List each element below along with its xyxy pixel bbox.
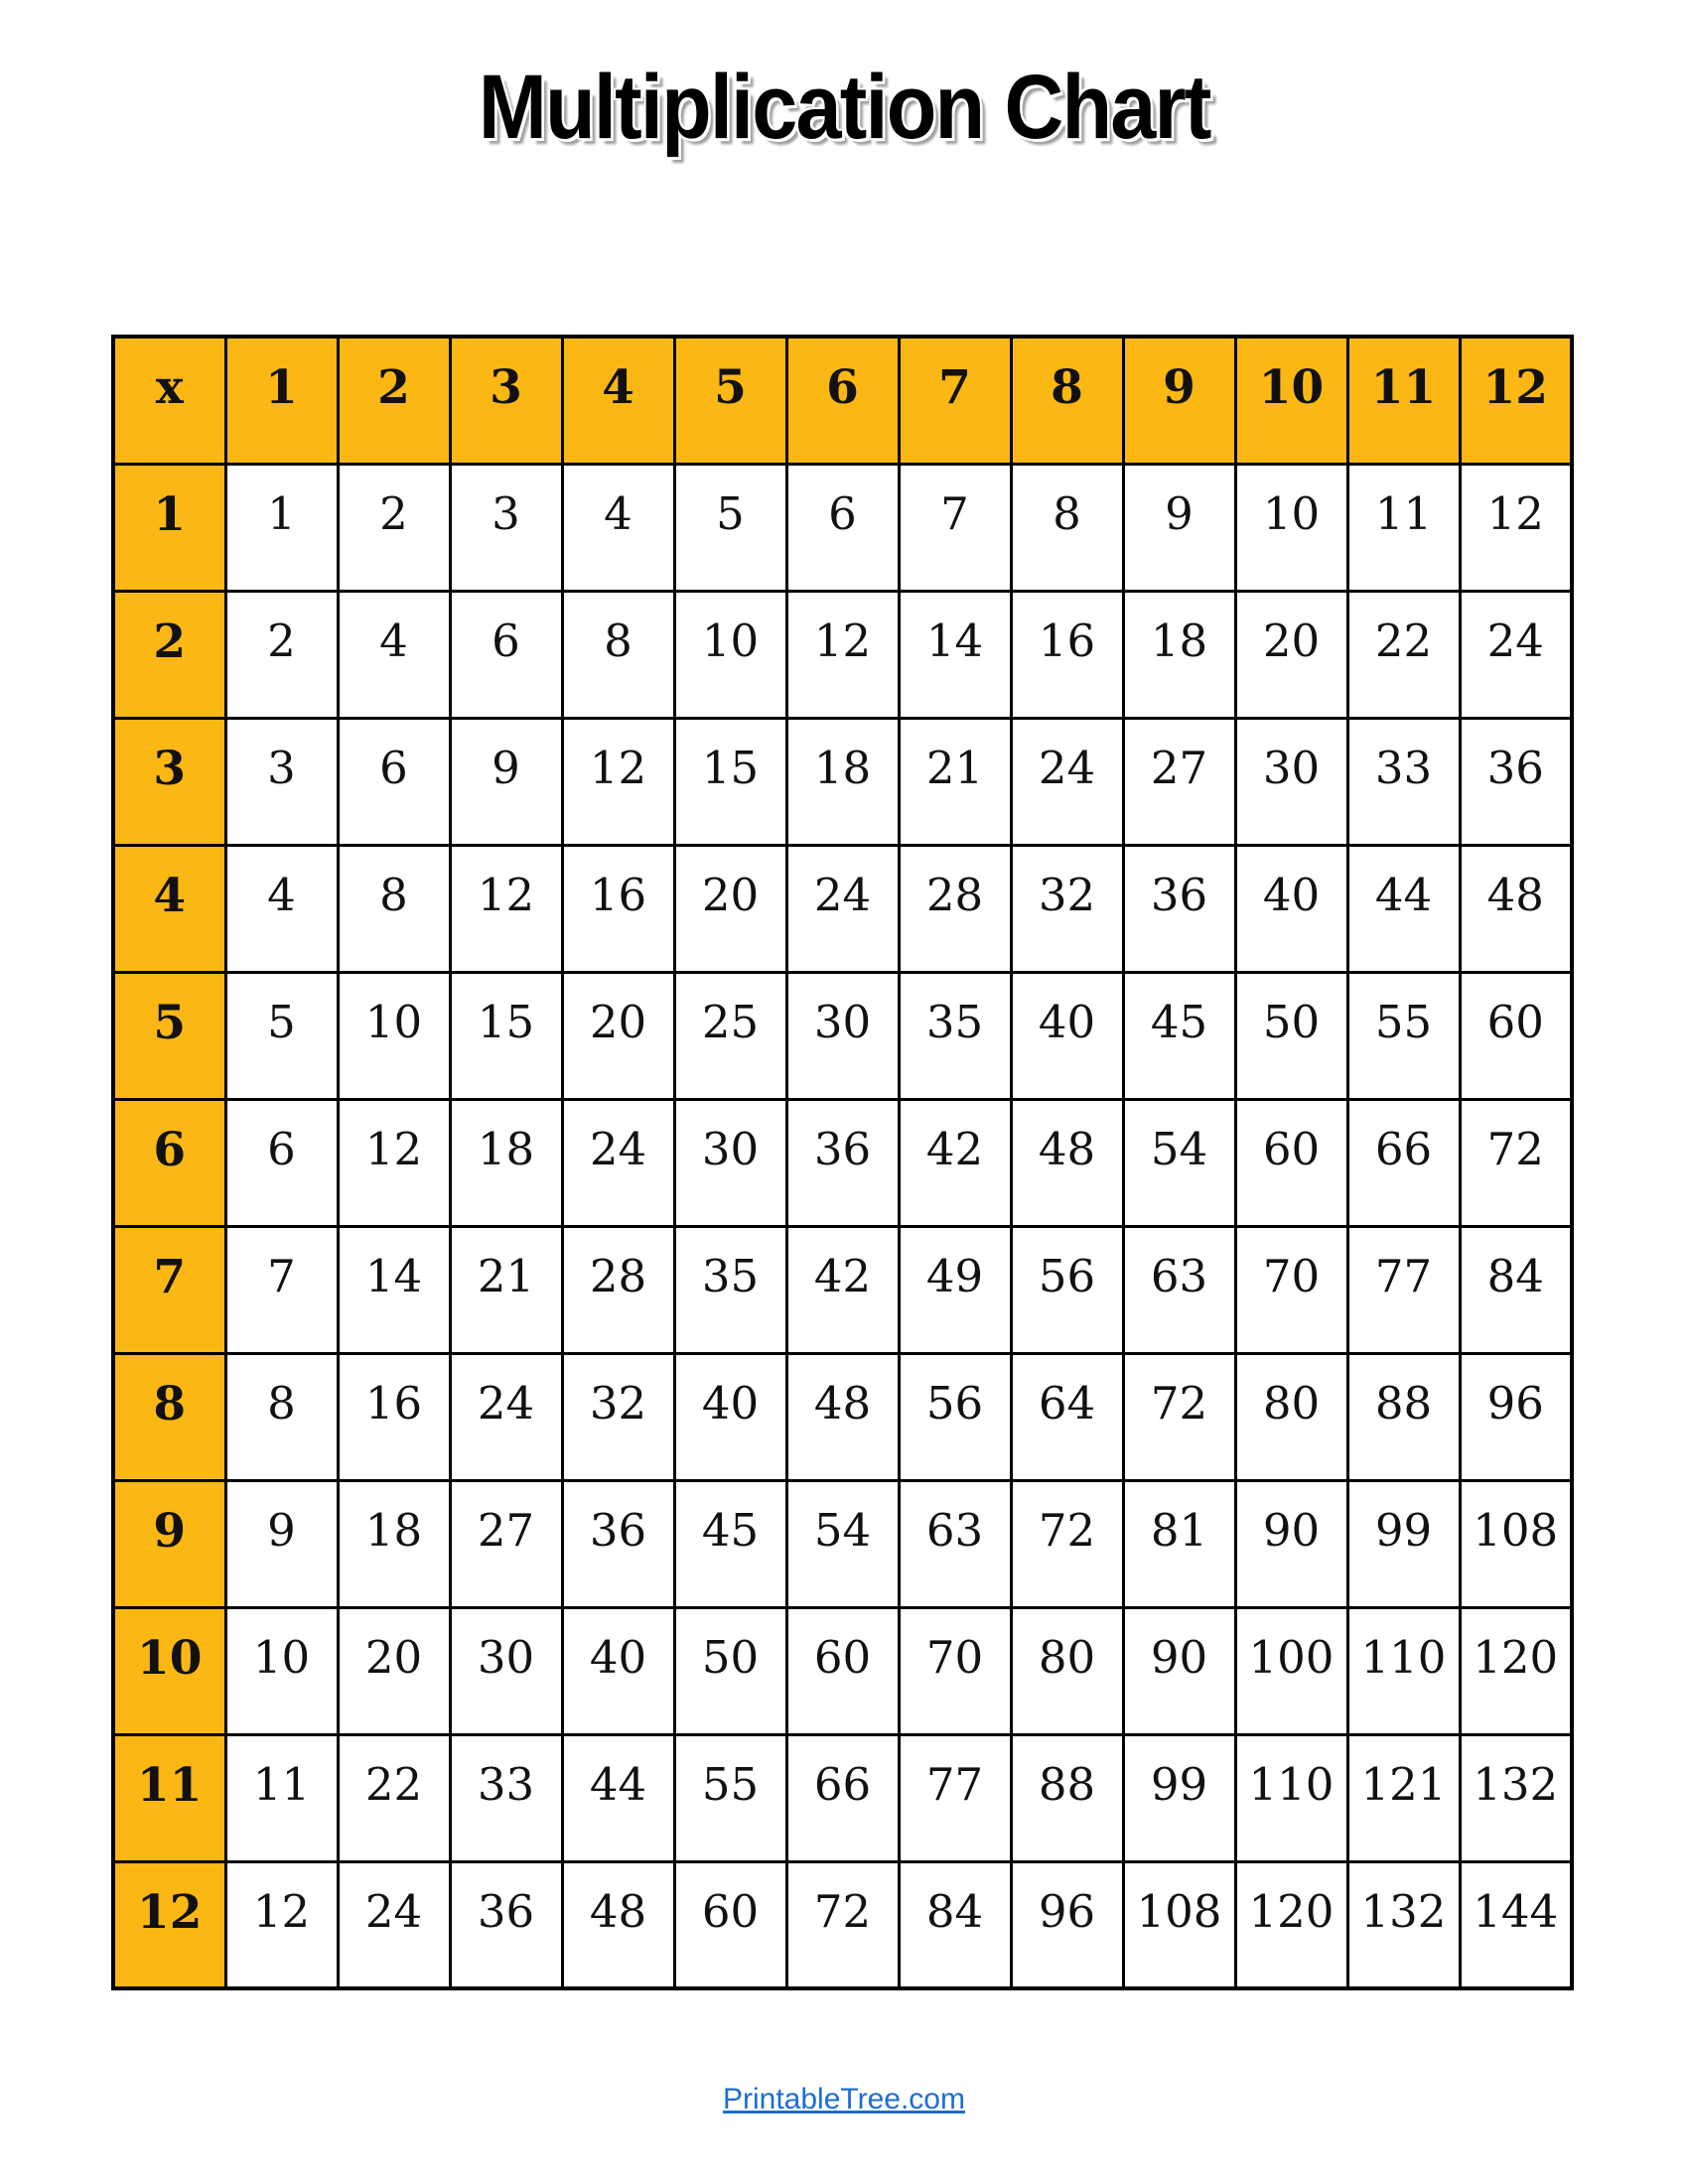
column-header: 8 [1011, 337, 1123, 464]
product-cell: 10 [338, 972, 450, 1099]
table-header [113, 337, 1572, 464]
product-cell: 55 [674, 1734, 786, 1861]
product-cell: 18 [1123, 591, 1235, 718]
product-cell: 88 [1347, 1353, 1460, 1480]
product-cell: 48 [562, 1861, 674, 1988]
product-cell: 66 [786, 1734, 899, 1861]
product-cell: 72 [1123, 1353, 1235, 1480]
product-cell: 20 [674, 845, 786, 972]
product-cell: 120 [1460, 1607, 1572, 1734]
product-cell: 1 [225, 464, 338, 591]
product-cell: 12 [786, 591, 899, 718]
product-cell: 7 [225, 1226, 338, 1353]
product-cell: 12 [1460, 464, 1572, 591]
product-cell: 4 [562, 464, 674, 591]
product-cell: 72 [1011, 1480, 1123, 1607]
product-cell: 14 [899, 591, 1011, 718]
product-cell: 32 [562, 1353, 674, 1480]
product-cell: 110 [1347, 1607, 1460, 1734]
row-header: 8 [113, 1353, 225, 1480]
product-cell: 48 [1460, 845, 1572, 972]
corner-cell: x [113, 337, 225, 464]
table-row [113, 972, 1572, 1099]
product-cell: 11 [1347, 464, 1460, 591]
product-cell: 42 [899, 1099, 1011, 1226]
table-row [113, 1099, 1572, 1226]
product-cell: 70 [899, 1607, 1011, 1734]
table-row [113, 1353, 1572, 1480]
column-header: 1 [225, 337, 338, 464]
product-cell: 96 [1460, 1353, 1572, 1480]
product-cell: 64 [1011, 1353, 1123, 1480]
product-cell: 132 [1347, 1861, 1460, 1988]
product-cell: 60 [1460, 972, 1572, 1099]
product-cell: 27 [1123, 718, 1235, 845]
table-row [113, 1607, 1572, 1734]
column-header: 7 [899, 337, 1011, 464]
product-cell: 16 [338, 1353, 450, 1480]
product-cell: 121 [1347, 1734, 1460, 1861]
product-cell: 30 [786, 972, 899, 1099]
row-header: 5 [113, 972, 225, 1099]
product-cell: 22 [1347, 591, 1460, 718]
product-cell: 49 [899, 1226, 1011, 1353]
product-cell: 12 [225, 1861, 338, 1988]
footer-link[interactable]: PrintableTree.com [723, 2083, 965, 2116]
product-cell: 15 [450, 972, 562, 1099]
footer [0, 2083, 1688, 2116]
product-cell: 5 [674, 464, 786, 591]
product-cell: 50 [674, 1607, 786, 1734]
product-cell: 50 [1235, 972, 1347, 1099]
product-cell: 80 [1011, 1607, 1123, 1734]
table-row [113, 1861, 1572, 1988]
product-cell: 40 [1011, 972, 1123, 1099]
row-header: 7 [113, 1226, 225, 1353]
product-cell: 90 [1123, 1607, 1235, 1734]
column-header: 10 [1235, 337, 1347, 464]
product-cell: 33 [450, 1734, 562, 1861]
product-cell: 10 [674, 591, 786, 718]
product-cell: 96 [1011, 1861, 1123, 1988]
row-header: 10 [113, 1607, 225, 1734]
table-body [113, 464, 1572, 1988]
product-cell: 36 [1460, 718, 1572, 845]
column-header: 3 [450, 337, 562, 464]
product-cell: 18 [338, 1480, 450, 1607]
product-cell: 36 [562, 1480, 674, 1607]
product-cell: 12 [338, 1099, 450, 1226]
product-cell: 24 [338, 1861, 450, 1988]
product-cell: 33 [1347, 718, 1460, 845]
table-row [113, 1480, 1572, 1607]
product-cell: 24 [1460, 591, 1572, 718]
product-cell: 30 [450, 1607, 562, 1734]
product-cell: 6 [786, 464, 899, 591]
product-cell: 18 [786, 718, 899, 845]
header-row [113, 337, 1572, 464]
product-cell: 48 [1011, 1099, 1123, 1226]
row-header: 2 [113, 591, 225, 718]
product-cell: 44 [1347, 845, 1460, 972]
table-row [113, 464, 1572, 591]
product-cell: 24 [1011, 718, 1123, 845]
product-cell: 20 [338, 1607, 450, 1734]
product-cell: 84 [1460, 1226, 1572, 1353]
multiplication-table [111, 335, 1574, 1990]
product-cell: 36 [450, 1861, 562, 1988]
table-row [113, 1226, 1572, 1353]
product-cell: 35 [899, 972, 1011, 1099]
product-cell: 9 [225, 1480, 338, 1607]
table-row [113, 845, 1572, 972]
product-cell: 88 [1011, 1734, 1123, 1861]
product-cell: 8 [338, 845, 450, 972]
column-header: 5 [674, 337, 786, 464]
product-cell: 108 [1123, 1861, 1235, 1988]
table-row [113, 718, 1572, 845]
product-cell: 81 [1123, 1480, 1235, 1607]
product-cell: 80 [1235, 1353, 1347, 1480]
product-cell: 20 [562, 972, 674, 1099]
product-cell: 30 [1235, 718, 1347, 845]
product-cell: 2 [225, 591, 338, 718]
column-header: 6 [786, 337, 899, 464]
product-cell: 63 [899, 1480, 1011, 1607]
product-cell: 9 [1123, 464, 1235, 591]
product-cell: 6 [338, 718, 450, 845]
product-cell: 16 [562, 845, 674, 972]
product-cell: 16 [1011, 591, 1123, 718]
product-cell: 3 [225, 718, 338, 845]
row-header: 3 [113, 718, 225, 845]
product-cell: 56 [1011, 1226, 1123, 1353]
product-cell: 21 [450, 1226, 562, 1353]
product-cell: 40 [562, 1607, 674, 1734]
product-cell: 8 [562, 591, 674, 718]
product-cell: 120 [1235, 1861, 1347, 1988]
page-title [0, 56, 1688, 160]
product-cell: 27 [450, 1480, 562, 1607]
product-cell: 8 [225, 1353, 338, 1480]
product-cell: 8 [1011, 464, 1123, 591]
product-cell: 40 [1235, 845, 1347, 972]
product-cell: 36 [786, 1099, 899, 1226]
product-cell: 60 [674, 1861, 786, 1988]
product-cell: 84 [899, 1861, 1011, 1988]
product-cell: 56 [899, 1353, 1011, 1480]
column-header: 2 [338, 337, 450, 464]
product-cell: 4 [338, 591, 450, 718]
product-cell: 44 [562, 1734, 674, 1861]
product-cell: 5 [225, 972, 338, 1099]
product-cell: 55 [1347, 972, 1460, 1099]
row-header: 11 [113, 1734, 225, 1861]
product-cell: 72 [1460, 1099, 1572, 1226]
product-cell: 77 [1347, 1226, 1460, 1353]
column-header: 12 [1460, 337, 1572, 464]
column-header: 11 [1347, 337, 1460, 464]
product-cell: 45 [1123, 972, 1235, 1099]
row-header: 6 [113, 1099, 225, 1226]
product-cell: 11 [225, 1734, 338, 1861]
product-cell: 108 [1460, 1480, 1572, 1607]
page-title-text: Multiplication Chart [478, 57, 1210, 158]
product-cell: 60 [786, 1607, 899, 1734]
product-cell: 20 [1235, 591, 1347, 718]
product-cell: 6 [225, 1099, 338, 1226]
product-cell: 24 [450, 1353, 562, 1480]
column-header: 9 [1123, 337, 1235, 464]
product-cell: 70 [1235, 1226, 1347, 1353]
product-cell: 54 [1123, 1099, 1235, 1226]
product-cell: 36 [1123, 845, 1235, 972]
product-cell: 3 [450, 464, 562, 591]
product-cell: 54 [786, 1480, 899, 1607]
product-cell: 28 [562, 1226, 674, 1353]
product-cell: 18 [450, 1099, 562, 1226]
product-cell: 15 [674, 718, 786, 845]
product-cell: 6 [450, 591, 562, 718]
product-cell: 40 [674, 1353, 786, 1480]
product-cell: 72 [786, 1861, 899, 1988]
row-header: 4 [113, 845, 225, 972]
product-cell: 110 [1235, 1734, 1347, 1861]
product-cell: 60 [1235, 1099, 1347, 1226]
row-header: 12 [113, 1861, 225, 1988]
product-cell: 63 [1123, 1226, 1235, 1353]
product-cell: 132 [1460, 1734, 1572, 1861]
table-row [113, 591, 1572, 718]
column-header: 4 [562, 337, 674, 464]
product-cell: 45 [674, 1480, 786, 1607]
product-cell: 24 [786, 845, 899, 972]
product-cell: 35 [674, 1226, 786, 1353]
product-cell: 12 [562, 718, 674, 845]
product-cell: 99 [1123, 1734, 1235, 1861]
product-cell: 48 [786, 1353, 899, 1480]
product-cell: 32 [1011, 845, 1123, 972]
product-cell: 25 [674, 972, 786, 1099]
table-row [113, 1734, 1572, 1861]
product-cell: 22 [338, 1734, 450, 1861]
row-header: 9 [113, 1480, 225, 1607]
product-cell: 12 [450, 845, 562, 972]
product-cell: 28 [899, 845, 1011, 972]
product-cell: 90 [1235, 1480, 1347, 1607]
product-cell: 21 [899, 718, 1011, 845]
product-cell: 7 [899, 464, 1011, 591]
product-cell: 4 [225, 845, 338, 972]
product-cell: 10 [1235, 464, 1347, 591]
product-cell: 77 [899, 1734, 1011, 1861]
product-cell: 24 [562, 1099, 674, 1226]
product-cell: 42 [786, 1226, 899, 1353]
product-cell: 144 [1460, 1861, 1572, 1988]
product-cell: 9 [450, 718, 562, 845]
product-cell: 30 [674, 1099, 786, 1226]
product-cell: 100 [1235, 1607, 1347, 1734]
product-cell: 10 [225, 1607, 338, 1734]
product-cell: 99 [1347, 1480, 1460, 1607]
product-cell: 2 [338, 464, 450, 591]
product-cell: 14 [338, 1226, 450, 1353]
row-header: 1 [113, 464, 225, 591]
product-cell: 66 [1347, 1099, 1460, 1226]
